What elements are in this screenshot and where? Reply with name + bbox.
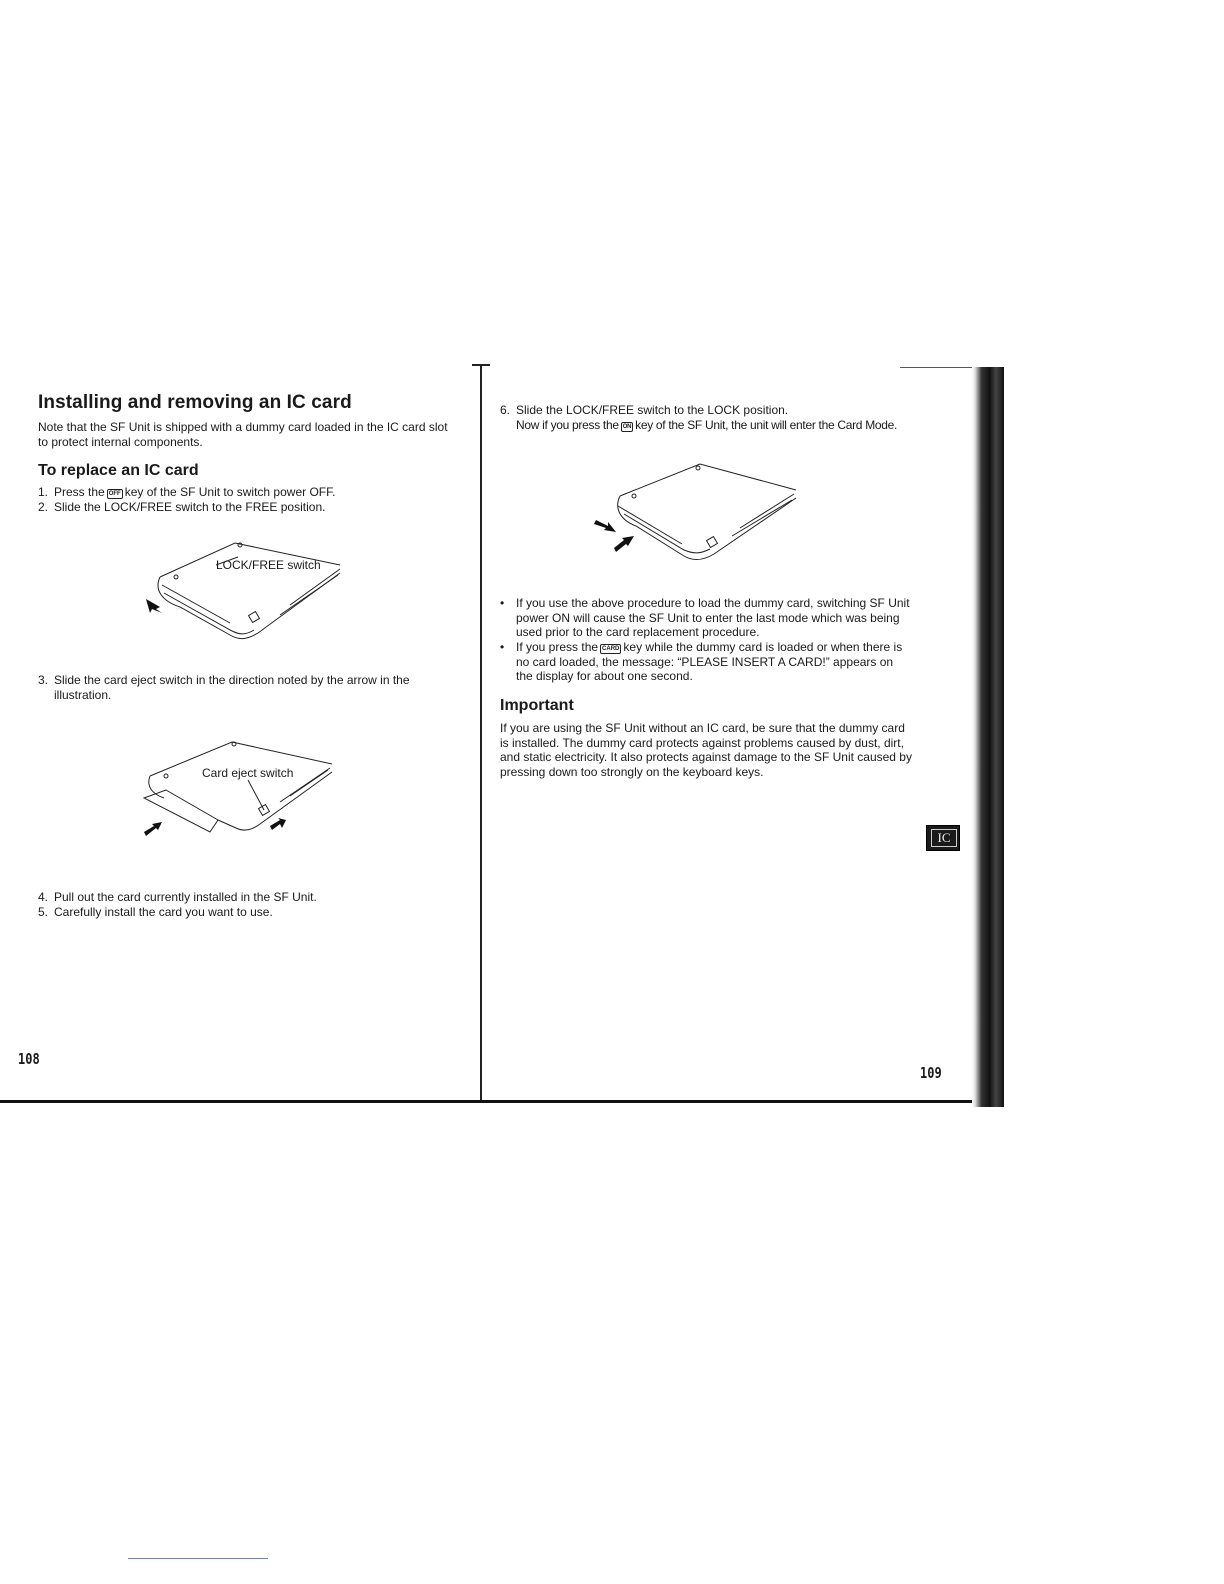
gutter-line bbox=[480, 364, 482, 1102]
subheading-replace-card: To replace an IC card bbox=[38, 462, 199, 479]
step-number: 2. bbox=[38, 500, 49, 514]
card-key-icon: CARD bbox=[602, 646, 620, 652]
step-text: Now if you press the bbox=[516, 418, 619, 432]
page-number-right: 109 bbox=[920, 1064, 942, 1082]
important-paragraph: If you are using the SF Unit without an IC card, be sure that the dummy card is installed. The dummy card protects against problems caused by dust, dirt, and static electricity. It also protects against damage to the SF Unit caused by pressing down too strongly on the keyboard keys. bbox=[500, 721, 912, 779]
step-text: Slide the LOCK/FREE switch to the LOCK position. bbox=[516, 403, 789, 417]
bottom-rule bbox=[0, 1100, 1004, 1103]
bullet-icon: • bbox=[500, 640, 505, 654]
step-number: 6. bbox=[500, 403, 511, 417]
step-text: Press the bbox=[54, 485, 105, 499]
arrow-icon bbox=[594, 520, 616, 532]
figure-label-card-eject: Card eject switch bbox=[202, 766, 294, 780]
figure-lock-position bbox=[590, 460, 810, 570]
step-text: Carefully install the card you want to use. bbox=[54, 905, 273, 919]
bullet-text: If you use the above procedure to load the dummy card, switching SF Unit power ON will cause the SF Unit to enter the last mode which was being used prior to the card replacement procedure. bbox=[516, 596, 910, 640]
step-number: 3. bbox=[38, 673, 49, 687]
off-key-icon: OFF bbox=[108, 491, 121, 497]
thumb-index-strip bbox=[972, 367, 1004, 1107]
arrow-icon bbox=[144, 822, 162, 836]
scan-artifact-line bbox=[128, 1558, 268, 1559]
step-text: key of the SF Unit to switch power OFF. bbox=[124, 485, 336, 499]
figure-card-eject-switch bbox=[140, 740, 360, 850]
step-text: Pull out the card currently installed in the SF Unit. bbox=[54, 890, 317, 904]
page-title: Installing and removing an IC card bbox=[38, 392, 352, 413]
figure-label-lockfree: LOCK/FREE switch bbox=[216, 558, 321, 572]
section-tab bbox=[926, 825, 960, 851]
section-tab-label: IC bbox=[931, 829, 957, 847]
step-number: 5. bbox=[38, 905, 49, 919]
arrow-icon bbox=[146, 599, 162, 613]
bullet-text: key while the dummy card is loaded or when there is no card loaded, the message: “PLEASE INSERT A CARD!” appears on the display for about one second. bbox=[516, 640, 903, 684]
bullet-text: If you press the bbox=[516, 640, 599, 654]
top-rule-right bbox=[900, 367, 978, 368]
figure-lockfree-switch bbox=[140, 535, 360, 645]
page-number-left: 108 bbox=[18, 1050, 40, 1068]
arrow-icon bbox=[614, 536, 634, 552]
step-text: key of the SF Unit, the unit will enter the Card Mode. bbox=[635, 418, 898, 432]
step-text: Slide the card eject switch in the direction noted by the arrow in the illustration. bbox=[54, 673, 410, 702]
arrow-icon bbox=[270, 818, 286, 830]
bullet-icon: • bbox=[500, 596, 505, 610]
step-text: Slide the LOCK/FREE switch to the FREE position. bbox=[54, 500, 326, 514]
intro-paragraph: Note that the SF Unit is shipped with a dummy card loaded in the IC card slot to protect internal components. bbox=[38, 420, 448, 449]
step-number: 1. bbox=[38, 485, 49, 499]
on-key-icon: ON bbox=[622, 424, 632, 430]
step-number: 4. bbox=[38, 890, 49, 904]
important-heading: Important bbox=[500, 697, 574, 714]
